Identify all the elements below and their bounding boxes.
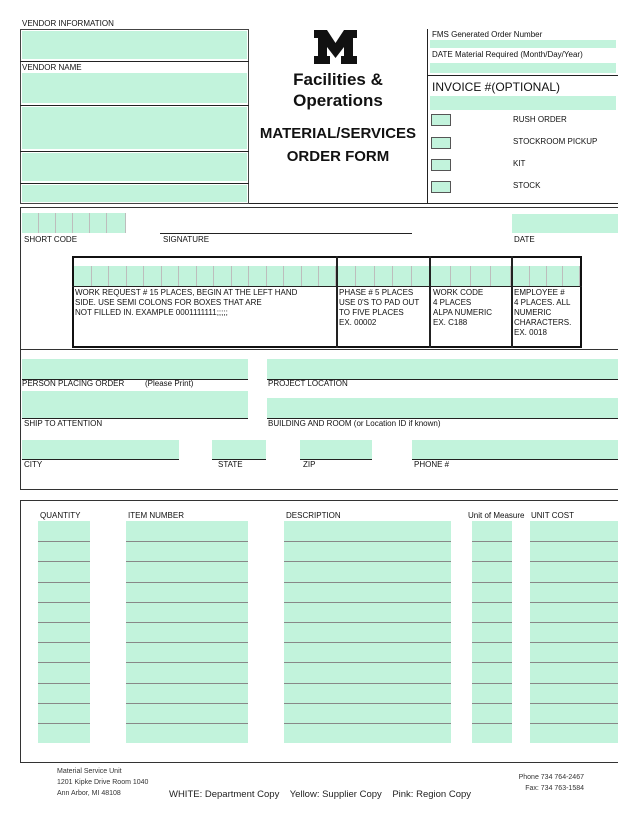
item-number-column[interactable] [126,521,248,743]
building-room-field[interactable] [267,398,618,418]
footer-unit-name: Material Service Unit [57,768,122,775]
stock-checkbox[interactable] [431,181,451,193]
item-row-divider [126,683,248,684]
item-row-divider [38,622,90,623]
item-row-divider [284,561,451,562]
state-field[interactable] [212,440,266,459]
date-field[interactable] [512,214,618,233]
unit-cost-header: UNIT COST [531,511,574,520]
date-required-field[interactable] [430,63,616,73]
item-row-divider [284,622,451,623]
fms-order-number-field[interactable] [430,40,616,48]
kit-checkbox[interactable] [431,159,451,171]
vendor-name-label: VENDOR NAME [22,63,82,72]
footer-address-line1: 1201 Kipke Drive Room 1040 [57,779,149,786]
item-row-divider [126,622,248,623]
city-field[interactable] [22,440,179,459]
invoice-label: INVOICE #(OPTIONAL) [432,80,561,94]
employee-instructions: EMPLOYEE # 4 PLACES. ALL NUMERIC CHARACTERS. EX. 0018 [514,288,572,337]
item-row-divider [38,561,90,562]
phase-instructions: PHASE # 5 PLACES USE 0'S TO PAD OUT TO FIVE PLACES EX. 00002 [339,288,420,327]
date-required-label: DATE Material Required (Month/Day/Year) [432,50,583,59]
city-label: CITY [24,460,43,469]
zip-label: ZIP [303,460,316,469]
item-row-divider [472,703,512,704]
vendor-address-line1[interactable] [22,107,247,149]
phase-boxes[interactable] [338,266,430,286]
work-code-instructions: WORK CODE 4 PLACES ALPA NUMERIC EX. C188 [433,288,492,327]
description-column[interactable] [284,521,451,743]
stockroom-pickup-checkbox[interactable] [431,137,451,149]
item-row-divider [38,541,90,542]
description-header: DESCRIPTION [286,511,341,520]
phone-field[interactable] [412,440,618,459]
item-row-divider [472,582,512,583]
item-row-divider [530,703,618,704]
item-row-divider [126,642,248,643]
item-row-divider [472,602,512,603]
form-title-line1: MATERIAL/SERVICES [259,125,417,142]
item-number-header: ITEM NUMBER [128,511,184,520]
vendor-name-field[interactable] [22,73,247,103]
item-row-divider [284,602,451,603]
person-placing-order-field[interactable] [22,359,248,379]
vendor-information-label: VENDOR INFORMATION [22,19,114,28]
ship-to-attention-field[interactable] [22,391,248,418]
item-row-divider [126,582,248,583]
quantity-column[interactable] [38,521,90,743]
item-row-divider [126,662,248,663]
short-code-label: SHORT CODE [24,235,78,244]
item-row-divider [38,683,90,684]
form-title-line2: ORDER FORM [286,148,390,165]
item-row-divider [38,582,90,583]
footer-phone: Phone 734 764-2467 [518,774,584,781]
item-row-divider [530,662,618,663]
item-row-divider [126,541,248,542]
item-row-divider [530,723,618,724]
university-logo [313,29,358,65]
employee-boxes[interactable] [513,266,580,286]
footer-fax: Fax: 734 763-1584 [525,785,584,792]
item-row-divider [530,642,618,643]
item-row-divider [38,703,90,704]
item-row-divider [284,703,451,704]
stock-label: STOCK [513,181,541,190]
item-row-divider [284,662,451,663]
item-row-divider [472,683,512,684]
signature-label: SIGNATURE [163,235,210,244]
item-row-divider [530,602,618,603]
stockroom-pickup-label: STOCKROOM PICKUP [513,137,598,146]
item-row-divider [284,683,451,684]
item-row-divider [472,622,512,623]
building-room-label: BUILDING AND ROOM (or Location ID if known) [268,419,441,428]
item-row-divider [38,662,90,663]
item-row-divider [530,541,618,542]
rush-order-checkbox[interactable] [431,114,451,126]
item-row-divider [126,561,248,562]
work-request-instructions: WORK REQUEST # 15 PLACES, BEGIN AT THE LEFT HAND SIDE. USE SEMI COLONS FOR BOXES THAT ARE NOT FILLED IN. EXAMPLE 0001111111;;;;; [75,288,298,317]
dept-title-line2: Operations [293,91,383,110]
item-row-divider [530,582,618,583]
unit-cost-column[interactable] [530,521,618,743]
item-row-divider [530,683,618,684]
item-row-divider [38,642,90,643]
unit-of-measure-column[interactable] [472,521,512,743]
rush-order-label: RUSH ORDER [513,115,567,124]
fms-order-number-label: FMS Generated Order Number [432,30,543,39]
item-row-divider [284,723,451,724]
vendor-info-field[interactable] [22,31,247,59]
item-row-divider [472,642,512,643]
phone-label: PHONE # [414,460,450,469]
item-row-divider [472,662,512,663]
item-row-divider [530,622,618,623]
signature-line[interactable] [160,233,412,234]
unit-of-measure-header: Unit of Measure [468,511,525,520]
item-row-divider [284,541,451,542]
footer-address-line2: Ann Arbor, MI 48108 [57,790,121,797]
item-row-divider [284,582,451,583]
quantity-header: QUANTITY [40,511,81,520]
item-row-divider [284,642,451,643]
item-row-divider [38,602,90,603]
ship-to-attention-label: SHIP TO ATTENTION [24,419,103,428]
work-request-boxes[interactable] [74,266,336,286]
kit-label: KIT [513,159,526,168]
item-row-divider [472,541,512,542]
item-row-divider [472,723,512,724]
date-label: DATE [514,235,535,244]
item-row-divider [472,561,512,562]
dept-title-line1: Facilities & [293,70,383,89]
person-placing-order-label: PERSON PLACING ORDER [22,379,125,388]
short-code-boxes[interactable] [22,213,126,233]
vendor-address-line2[interactable] [22,153,247,181]
vendor-address-line3[interactable] [22,185,247,202]
project-location-label: PROJECT LOCATION [268,379,348,388]
please-print-note: (Please Print) [145,379,194,388]
item-row-divider [530,561,618,562]
zip-field[interactable] [300,440,372,459]
item-row-divider [126,723,248,724]
item-row-divider [126,703,248,704]
work-code-boxes[interactable] [431,266,511,286]
footer-copy-distribution: WHITE: Department Copy Yellow: Supplier Copy Pink: Region Copy [168,789,472,800]
item-row-divider [38,723,90,724]
invoice-field[interactable] [430,96,616,110]
item-row-divider [126,602,248,603]
project-location-field[interactable] [267,359,618,379]
state-label: STATE [218,460,243,469]
